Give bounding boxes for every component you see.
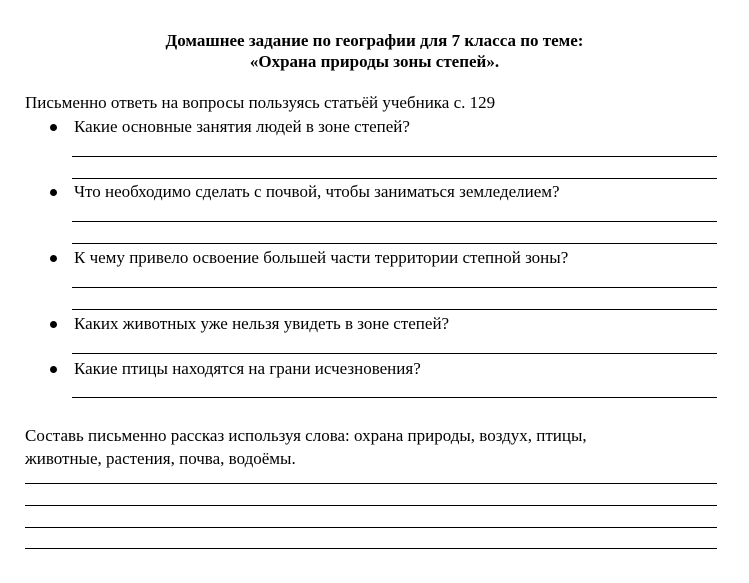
answer-line-q1-1[interactable] xyxy=(72,156,717,157)
story-line-1[interactable] xyxy=(25,483,717,484)
question-1: Какие основные занятия людей в зоне степей? xyxy=(74,117,410,136)
bullet-icon xyxy=(50,321,57,328)
question-4: Каких животных уже нельзя увидеть в зоне степей? xyxy=(74,314,450,333)
worksheet-title-line-1: Домашнее задание по географии для 7 класса по теме: xyxy=(165,31,584,50)
instruction-text: Письменно ответь на вопросы пользуясь статьёй учебника с. 129 xyxy=(25,93,496,112)
bullet-icon xyxy=(50,189,57,196)
question-5: Какие птицы находятся на грани исчезновения? xyxy=(74,359,421,378)
answer-line-q3-1[interactable] xyxy=(72,287,717,288)
answer-line-q2-2[interactable] xyxy=(72,243,717,244)
bullet-icon xyxy=(50,255,57,262)
question-2: Что необходимо сделать с почвой, чтобы заниматься земледелием? xyxy=(74,182,560,201)
answer-line-q2-1[interactable] xyxy=(72,221,717,222)
answer-line-q5-1[interactable] xyxy=(72,397,717,398)
bullet-icon xyxy=(50,366,57,373)
question-3: К чему привело освоение большей части территории степной зоны? xyxy=(74,248,569,267)
bullet-icon xyxy=(50,124,57,131)
story-line-2[interactable] xyxy=(25,505,717,506)
story-task-line-2: животные, растения, почва, водоёмы. xyxy=(25,449,296,468)
answer-line-q1-2[interactable] xyxy=(72,178,717,179)
story-line-3[interactable] xyxy=(25,527,717,528)
story-task-line-1: Составь письменно рассказ используя слова: охрана природы, воздух, птицы, xyxy=(25,426,587,445)
worksheet-title-line-2: «Охрана природы зоны степей». xyxy=(249,52,500,71)
answer-line-q4-1[interactable] xyxy=(72,353,717,354)
story-task xyxy=(25,424,725,470)
story-line-4[interactable] xyxy=(25,548,717,549)
answer-line-q3-2[interactable] xyxy=(72,309,717,310)
